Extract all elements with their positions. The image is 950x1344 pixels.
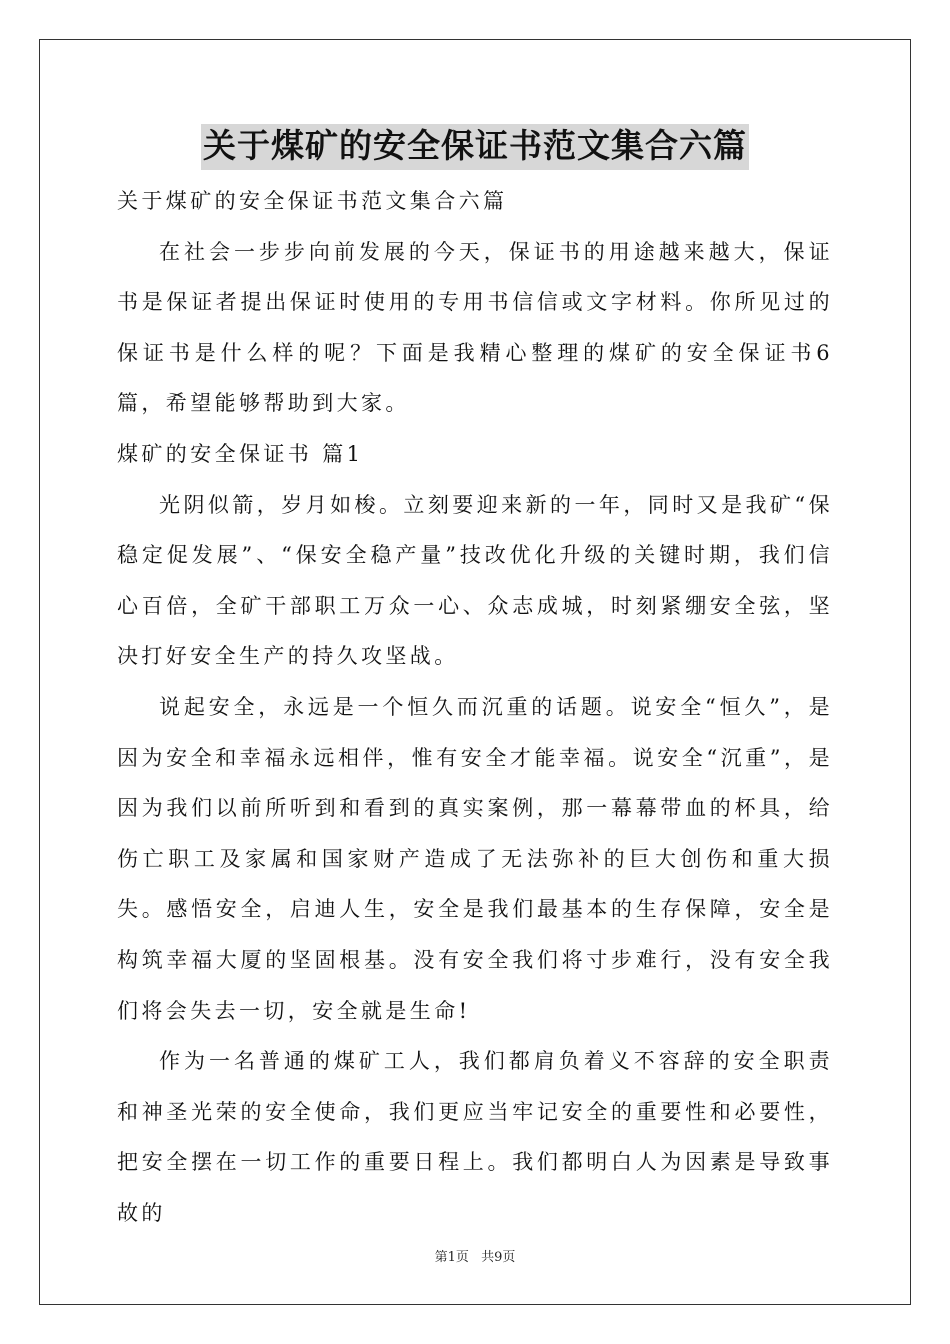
paragraph: 说起安全，永远是一个恒久而沉重的话题。说安全“恒久”，是因为安全和幸福永远相伴，惟有安全才能幸福。说安全“沉重”，是因为我们以前所听到和看到的真实案例，那一幕幕带血的杯具，给伤亡职工及家属和国家财产造成了无法弥补的巨大创伤和重大损失。感悟安全，启迪人生，安全是我们最基本的生存保障，安全是构筑幸福大厦的坚固根基。没有安全我们将寸步难行，没有安全我们将会失去一切，安全就是生命! xyxy=(117,694,833,1023)
title-container xyxy=(0,124,950,170)
paragraph: 作为一名普通的煤矿工人，我们都肩负着义不容辞的安全职责和神圣光荣的安全使命，我们更应当牢记安全的重要性和必要性，把安全摆在一切工作的重要日程上。我们都明白人为因素是导致事故的 xyxy=(117,1049,833,1225)
page-number: 第1页 xyxy=(434,1250,469,1265)
document-title: 关于煤矿的安全保证书范文集合六篇 xyxy=(201,124,749,170)
page-total: 共9页 xyxy=(481,1250,516,1265)
document-body xyxy=(117,176,833,1238)
page-footer xyxy=(0,1246,950,1265)
section-heading: 煤矿的安全保证书 篇1 xyxy=(117,441,364,466)
paragraph-intro: 在社会一步步向前发展的今天，保证书的用途越来越大，保证书是保证者提出保证时使用的专用书信信或文字材料。你所见过的保证书是什么样的呢？下面是我精心整理的煤矿的安全保证书6篇，希望能够帮助到大家。 xyxy=(117,239,833,416)
paragraph-subtitle: 关于煤矿的安全保证书范文集合六篇 xyxy=(117,189,508,213)
paragraph: 光阴似箭，岁月如梭。立刻要迎来新的一年，同时又是我矿“保稳定促发展”、“保安全稳产量”技改优化升级的关键时期，我们信心百倍，全矿干部职工万众一心、众志成城，时刻紧绷安全弦，坚决打好安全生产的持久攻坚战。 xyxy=(117,492,833,669)
